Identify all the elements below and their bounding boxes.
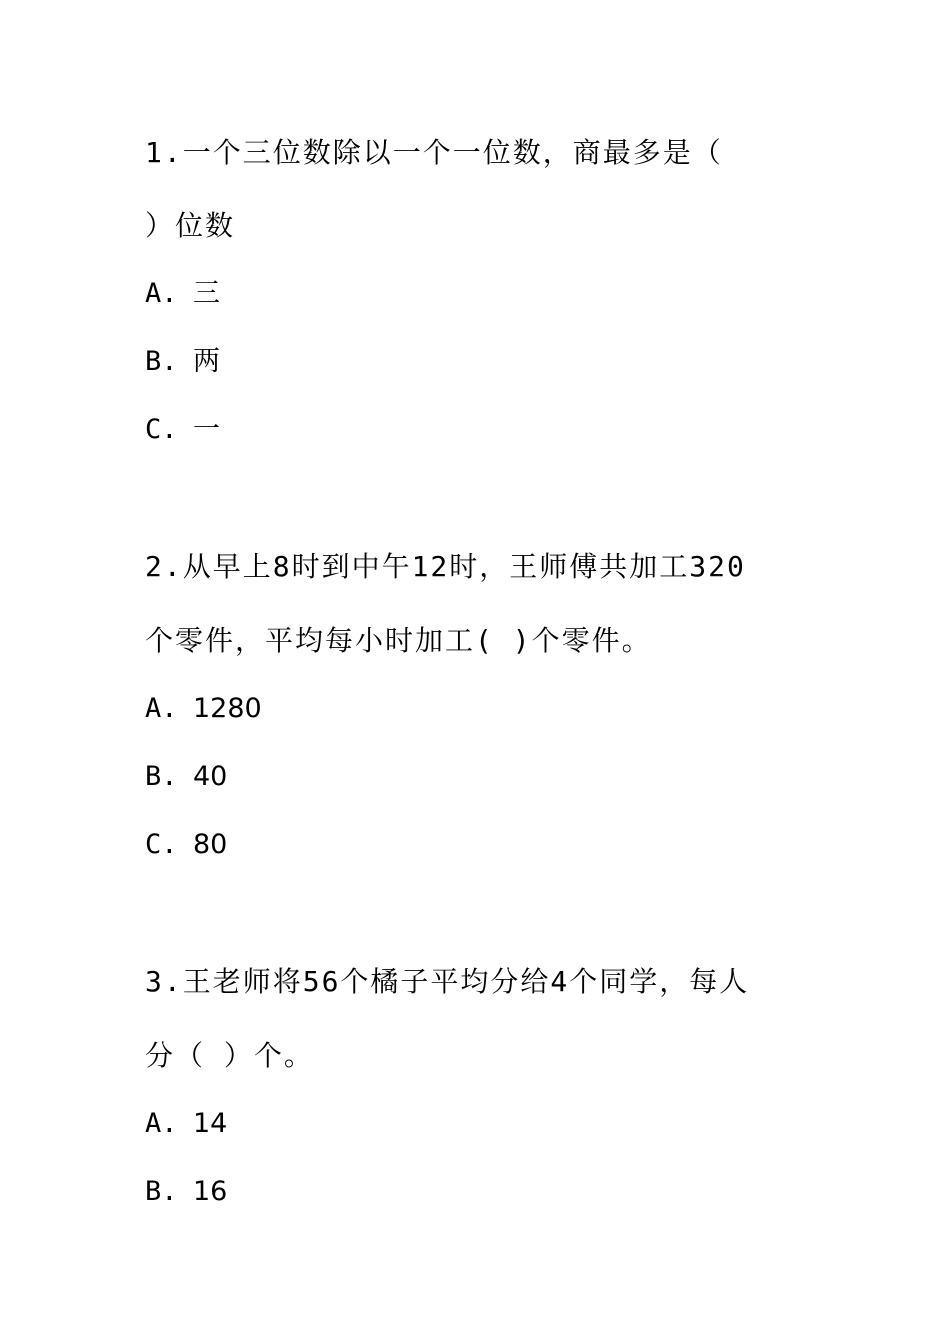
option-text: 80	[193, 829, 228, 860]
question-1-option-a	[145, 274, 220, 314]
question-2-line-2: 个零件，平均每小时加工( )个零件。	[145, 624, 652, 657]
option-letter: C.	[145, 829, 178, 860]
option-text: 三	[193, 278, 220, 309]
question-2-option-b	[145, 757, 227, 797]
option-letter: B.	[145, 1176, 178, 1207]
option-letter: B.	[145, 761, 178, 792]
question-2-option-a	[145, 689, 262, 729]
option-letter: A.	[145, 1108, 178, 1139]
option-letter: A.	[145, 693, 178, 724]
option-text: 两	[193, 346, 220, 377]
option-text: 40	[193, 761, 228, 792]
question-1-line-1: 1.一个三位数除以一个一位数，商最多是（	[145, 136, 723, 169]
question-2-option-c	[145, 825, 227, 865]
option-text: 1280	[193, 693, 262, 724]
option-letter: B.	[145, 346, 178, 377]
question-1-line-2: ）位数	[145, 209, 236, 242]
question-1-option-b	[145, 342, 220, 382]
option-text: 14	[193, 1108, 228, 1139]
question-1-option-c	[145, 410, 220, 450]
option-text: 16	[193, 1176, 228, 1207]
option-letter: C.	[145, 414, 178, 445]
question-2-line-1: 2.从早上8时到中午12时，王师傅共加工320	[145, 550, 746, 583]
question-3-line-1: 3.王老师将56个橘子平均分给4个同学，每人	[145, 965, 750, 998]
option-letter: A.	[145, 278, 178, 309]
question-3-option-b	[145, 1172, 227, 1212]
option-text: 一	[193, 414, 220, 445]
question-3-option-a	[145, 1104, 227, 1144]
question-3-line-2: 分（ ）个。	[145, 1039, 314, 1072]
